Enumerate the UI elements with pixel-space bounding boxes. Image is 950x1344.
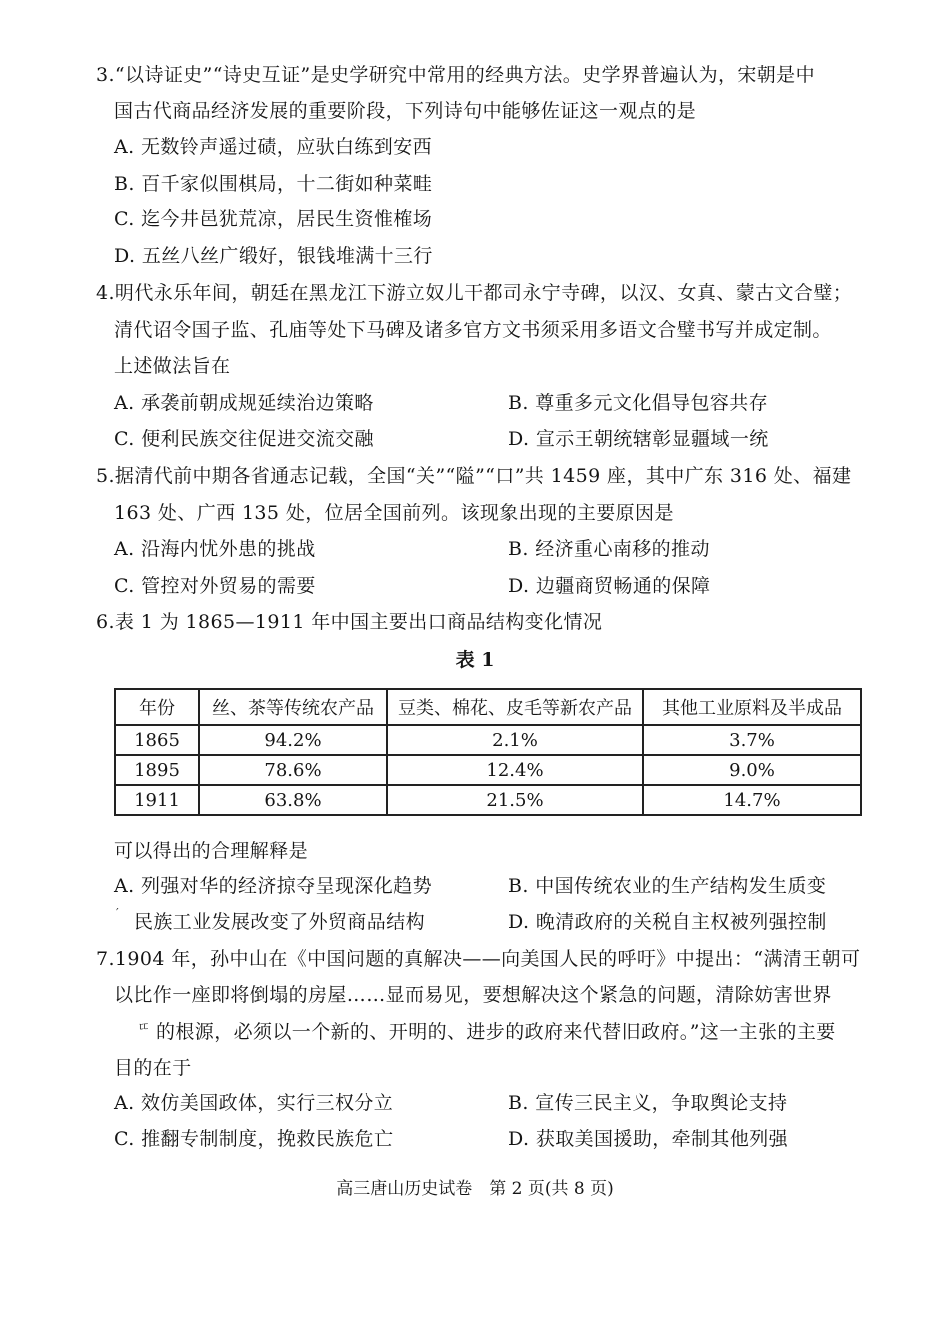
- q4-option-b: B. 尊重多元文化倡导包容共存: [508, 392, 769, 414]
- q3-stem-line-2: 国古代商品经济发展的重要阶段，下列诗句中能够佐证这一观点的是: [114, 100, 697, 122]
- q5-option-d: D. 边疆商贸畅通的保障: [508, 575, 711, 597]
- cell-value: 14.7%: [643, 785, 861, 815]
- q7-stem-line-4: 目的在于: [114, 1057, 192, 1079]
- cell-value: 63.8%: [199, 785, 387, 815]
- scan-mark: ㄸ: [138, 1020, 150, 1034]
- q6-option-b: B. 中国传统农业的生产结构发生质变: [508, 875, 827, 897]
- q3-option-a: A. 无数铃声遥过碛，应驮白练到安西: [114, 136, 433, 158]
- q7-option-d: D. 获取美国援助，牵制其他列强: [508, 1128, 789, 1150]
- q7-option-b: B. 宣传三民主义，争取舆论支持: [508, 1092, 788, 1114]
- q4-option-d: D. 宣示王朝统辖彰显疆域一统: [508, 428, 769, 450]
- cell-value: 9.0%: [643, 755, 861, 785]
- q6-prompt: 可以得出的合理解释是: [114, 840, 309, 862]
- table-header-row: [115, 689, 861, 725]
- header-year: 年份: [115, 689, 199, 725]
- q6-stem: 6.表 1 为 1865—1911 年中国主要出口商品结构变化情况: [96, 611, 603, 633]
- q7-stem-line-2: 以比作一座即将倒塌的房屋……显而易见，要想解决这个紧急的问题，清除妨害世界: [114, 984, 832, 1006]
- cell-value: 94.2%: [199, 725, 387, 755]
- q7-stem-line-1: 7.1904 年，孙中山在《中国问题的真解决——向美国人民的呼吁》中提出：“满清王朝可: [96, 948, 861, 970]
- q4-stem-line-2: 清代诏令国子监、孔庙等处下马碑及诸多官方文书须采用多语文合璧书写并成定制。: [114, 319, 832, 341]
- q5-option-c: C. 管控对外贸易的需要: [114, 575, 316, 597]
- cell-value: 3.7%: [643, 725, 861, 755]
- cell-value: 78.6%: [199, 755, 387, 785]
- header-industrial: 其他工业原料及半成品: [643, 689, 861, 725]
- q6-option-d: D. 晚清政府的关税自主权被列强控制: [508, 911, 827, 933]
- q7-option-c: C. 推翻专制制度，挽救民族危亡: [114, 1128, 394, 1150]
- q5-option-b: B. 经济重心南移的推动: [508, 538, 710, 560]
- cell-value: 12.4%: [387, 755, 643, 785]
- q5-option-a: A. 沿海内忧外患的挑战: [114, 538, 316, 560]
- q3-stem-line-1: 3.“以诗证史”“诗史互证”是史学研究中常用的经典方法。史学界普遍认为，宋朝是中: [96, 64, 815, 86]
- q4-option-a: A. 承袭前朝成规延续治边策略: [114, 392, 374, 414]
- page-footer: 高三唐山历史试卷 第 2 页(共 8 页): [336, 1179, 614, 1199]
- export-structure-table: [114, 688, 862, 816]
- cell-year: 1865: [115, 725, 199, 755]
- q6-option-c: 民族工业发展改变了外贸商品结构: [134, 911, 426, 933]
- cell-year: 1911: [115, 785, 199, 815]
- cell-value: 21.5%: [387, 785, 643, 815]
- header-traditional: 丝、茶等传统农产品: [199, 689, 387, 725]
- q6-option-a: A. 列强对华的经济掠夺呈现深化趋势: [114, 875, 433, 897]
- cell-year: 1895: [115, 755, 199, 785]
- q5-stem-line-2: 163 处、广西 135 处，位居全国前列。该现象出现的主要原因是: [114, 502, 674, 524]
- table-row: [115, 785, 861, 815]
- scan-mark: ′: [116, 906, 119, 920]
- q7-stem-line-3: 的根源，必须以一个新的、开明的、进步的政府来代替旧政府。”这一主张的主要: [156, 1021, 836, 1043]
- header-new-agri: 豆类、棉花、皮毛等新农产品: [387, 689, 643, 725]
- q5-stem-line-1: 5.据清代前中期各省通志记载，全国“关”“隘”“口”共 1459 座，其中广东 316 处、福建: [96, 465, 852, 487]
- q7-option-a: A. 效仿美国政体，实行三权分立: [114, 1092, 394, 1114]
- q4-option-c: C. 便利民族交往促进交流交融: [114, 428, 374, 450]
- table-caption: 表 1: [455, 649, 495, 671]
- table-row: [115, 725, 861, 755]
- cell-value: 2.1%: [387, 725, 643, 755]
- q3-option-d: D. 五丝八丝广缎好，银钱堆满十三行: [114, 245, 433, 267]
- table-row: [115, 755, 861, 785]
- q3-option-c: C. 迄今井邑犹荒凉，居民生资惟榷场: [114, 208, 433, 230]
- q4-stem-line-1: 4.明代永乐年间，朝廷在黑龙江下游立奴儿干都司永宁寺碑，以汉、女真、蒙古文合璧；: [96, 282, 853, 304]
- q3-option-b: B. 百千家似围棋局，十二街如种菜畦: [114, 173, 433, 195]
- q4-stem-line-3: 上述做法旨在: [114, 355, 231, 377]
